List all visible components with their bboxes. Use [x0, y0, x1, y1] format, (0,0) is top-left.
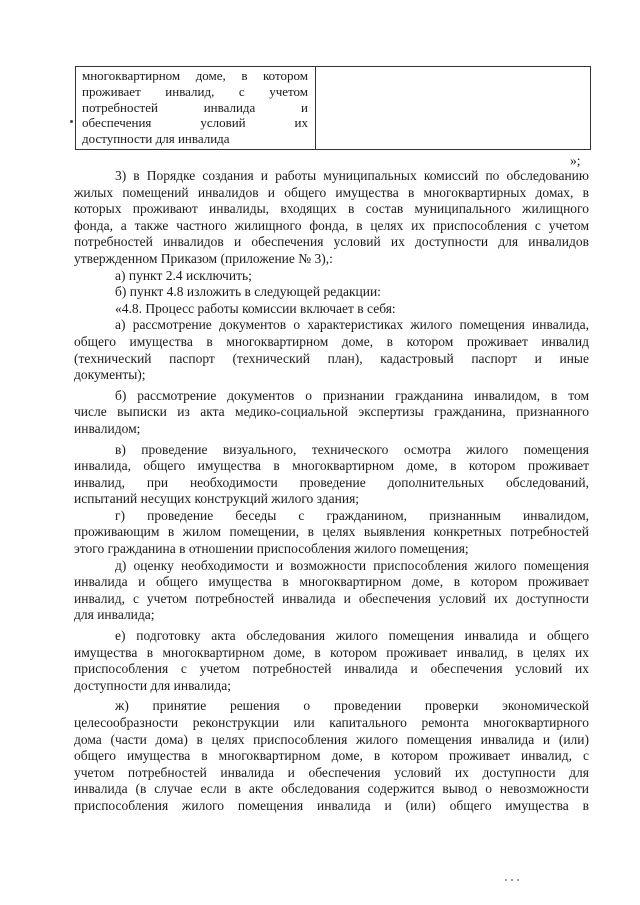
paragraph-line: инвалида, общего имущества в многоквартирном доме, в котором проживает: [74, 458, 589, 474]
clause-item-e: [74, 628, 589, 694]
paragraph-line: г) проведение беседы с гражданином, признанным инвалидом,: [115, 507, 589, 523]
table-cell-line: доступности для инвалида: [82, 131, 230, 147]
scan-artifact: [70, 120, 73, 123]
paragraph-line: приспособления жилого помещения инвалида и (или) общего имущества в: [74, 797, 589, 813]
closing-quote: »;: [570, 153, 581, 168]
paragraph-line: имущества в многоквартирном доме, в котором проживает инвалид, в целях их: [74, 644, 589, 660]
table-cell-line: потребностей инвалида и: [82, 99, 308, 115]
scan-artifact: [505, 868, 545, 874]
body-text: [74, 168, 589, 815]
paragraph-line: б) рассмотрение документов о признании гражданина инвалидом, в том: [115, 387, 589, 403]
paragraph-line: а) рассмотрение документов о характеристиках жилого помещения инвалида,: [115, 317, 589, 333]
paragraph-line: общего имущества в многоквартирном доме, в котором проживает инвалид, с: [74, 748, 589, 764]
item-a-exclude: а) пункт 2.4 исключить;: [115, 267, 252, 283]
paragraph-line: приспособления с учетом потребностей инвалида и обеспечения условий их: [74, 661, 589, 677]
paragraph-line: 3) в Порядке создания и работы муниципальных комиссий по обследованию: [115, 168, 589, 183]
clause-item-d: [74, 558, 589, 624]
paragraph-line: этого гражданина в отношении приспособления жилого помещения;: [74, 541, 469, 557]
paragraph-line: жилых помещений инвалидов и общего имущества в многоквартирных домах, в: [74, 184, 589, 200]
paragraph-line: (технический паспорт (технический план), кадастровый паспорт и иные: [74, 350, 589, 366]
clause-item-b: [74, 388, 589, 438]
table-cell-line: многоквартирном доме, в котором: [82, 68, 308, 83]
paragraph-line: инвалид, с учетом потребностей инвалида и обеспечения условий их доступности: [74, 590, 589, 606]
table-cell-line: проживает инвалид, с учетом: [82, 83, 308, 99]
table-column-divider: [315, 67, 316, 149]
paragraph-3: [74, 168, 589, 268]
clause-item-zh: [74, 698, 589, 814]
paragraph-line: в) проведение визуального, технического осмотра жилого помещения: [115, 441, 589, 457]
paragraph-line: проживающим в жилом помещении, в целях выявления конкретных потребностей: [74, 524, 589, 540]
paragraph-line: для инвалида;: [74, 607, 155, 623]
paragraph-line: потребностей инвалидов и обеспечения условий их доступности для инвалидов: [74, 234, 589, 250]
clause-4-8-heading: «4.8. Процесс работы комиссии включает в себя:: [115, 300, 396, 316]
table-fragment: [75, 66, 591, 150]
paragraph-line: целесообразности реконструкции или капитального ремонта многоквартирного: [74, 715, 589, 730]
paragraph-line: доступности для инвалида;: [74, 677, 231, 693]
paragraph-line: е) подготовку акта обследования жилого помещения инвалида и общего: [115, 628, 589, 644]
paragraph-line: числе выписки из акта медико-социальной экспертизы гражданина, признанного: [74, 404, 589, 420]
clause-item-v: [74, 442, 589, 508]
paragraph-line: инвалида (в случае если в акте обследования содержится вывод о невозможности: [74, 781, 589, 797]
paragraph-line: инвалид, при необходимости проведение дополнительных обследований,: [74, 474, 589, 490]
paragraph-line: инвалидом;: [74, 420, 141, 436]
paragraph-line: дома (части дома) в целях приспособления жилого помещения инвалида и (или): [74, 731, 589, 747]
clause-item-a: [74, 317, 589, 383]
paragraph-line: фонда, а также частного жилищного фонда, в целях их приспособления с учетом: [74, 217, 589, 233]
paragraph-line: д) оценку необходимости и возможности приспособления жилого помещения: [115, 557, 589, 573]
table-cell-line: обеспечения условий их: [82, 115, 308, 131]
paragraph-line: инвалида и общего имущества в многоквартирном доме, в котором проживает: [74, 574, 589, 590]
paragraph-line: документы);: [74, 367, 146, 383]
paragraph-line: ж) принятие решения о проведении проверки экономической: [115, 698, 589, 714]
paragraph-line: учетом потребностей инвалида и обеспечения условий их доступности для: [74, 764, 589, 780]
paragraph-line: испытаний несущих конструкций жилого здания;: [74, 491, 360, 507]
paragraph-line: которых проживают инвалиды, входящих в состав муниципального жилищного: [74, 201, 589, 217]
paragraph-line: утвержденном Приказом (приложение № 3),:: [74, 250, 333, 266]
table-left-cell: [82, 68, 308, 147]
item-b-edit: б) пункт 4.8 изложить в следующей редакции:: [115, 284, 381, 300]
clause-item-g: [74, 508, 589, 558]
paragraph-line: общего имущества в многоквартирном доме, в котором проживает инвалид: [74, 333, 589, 349]
